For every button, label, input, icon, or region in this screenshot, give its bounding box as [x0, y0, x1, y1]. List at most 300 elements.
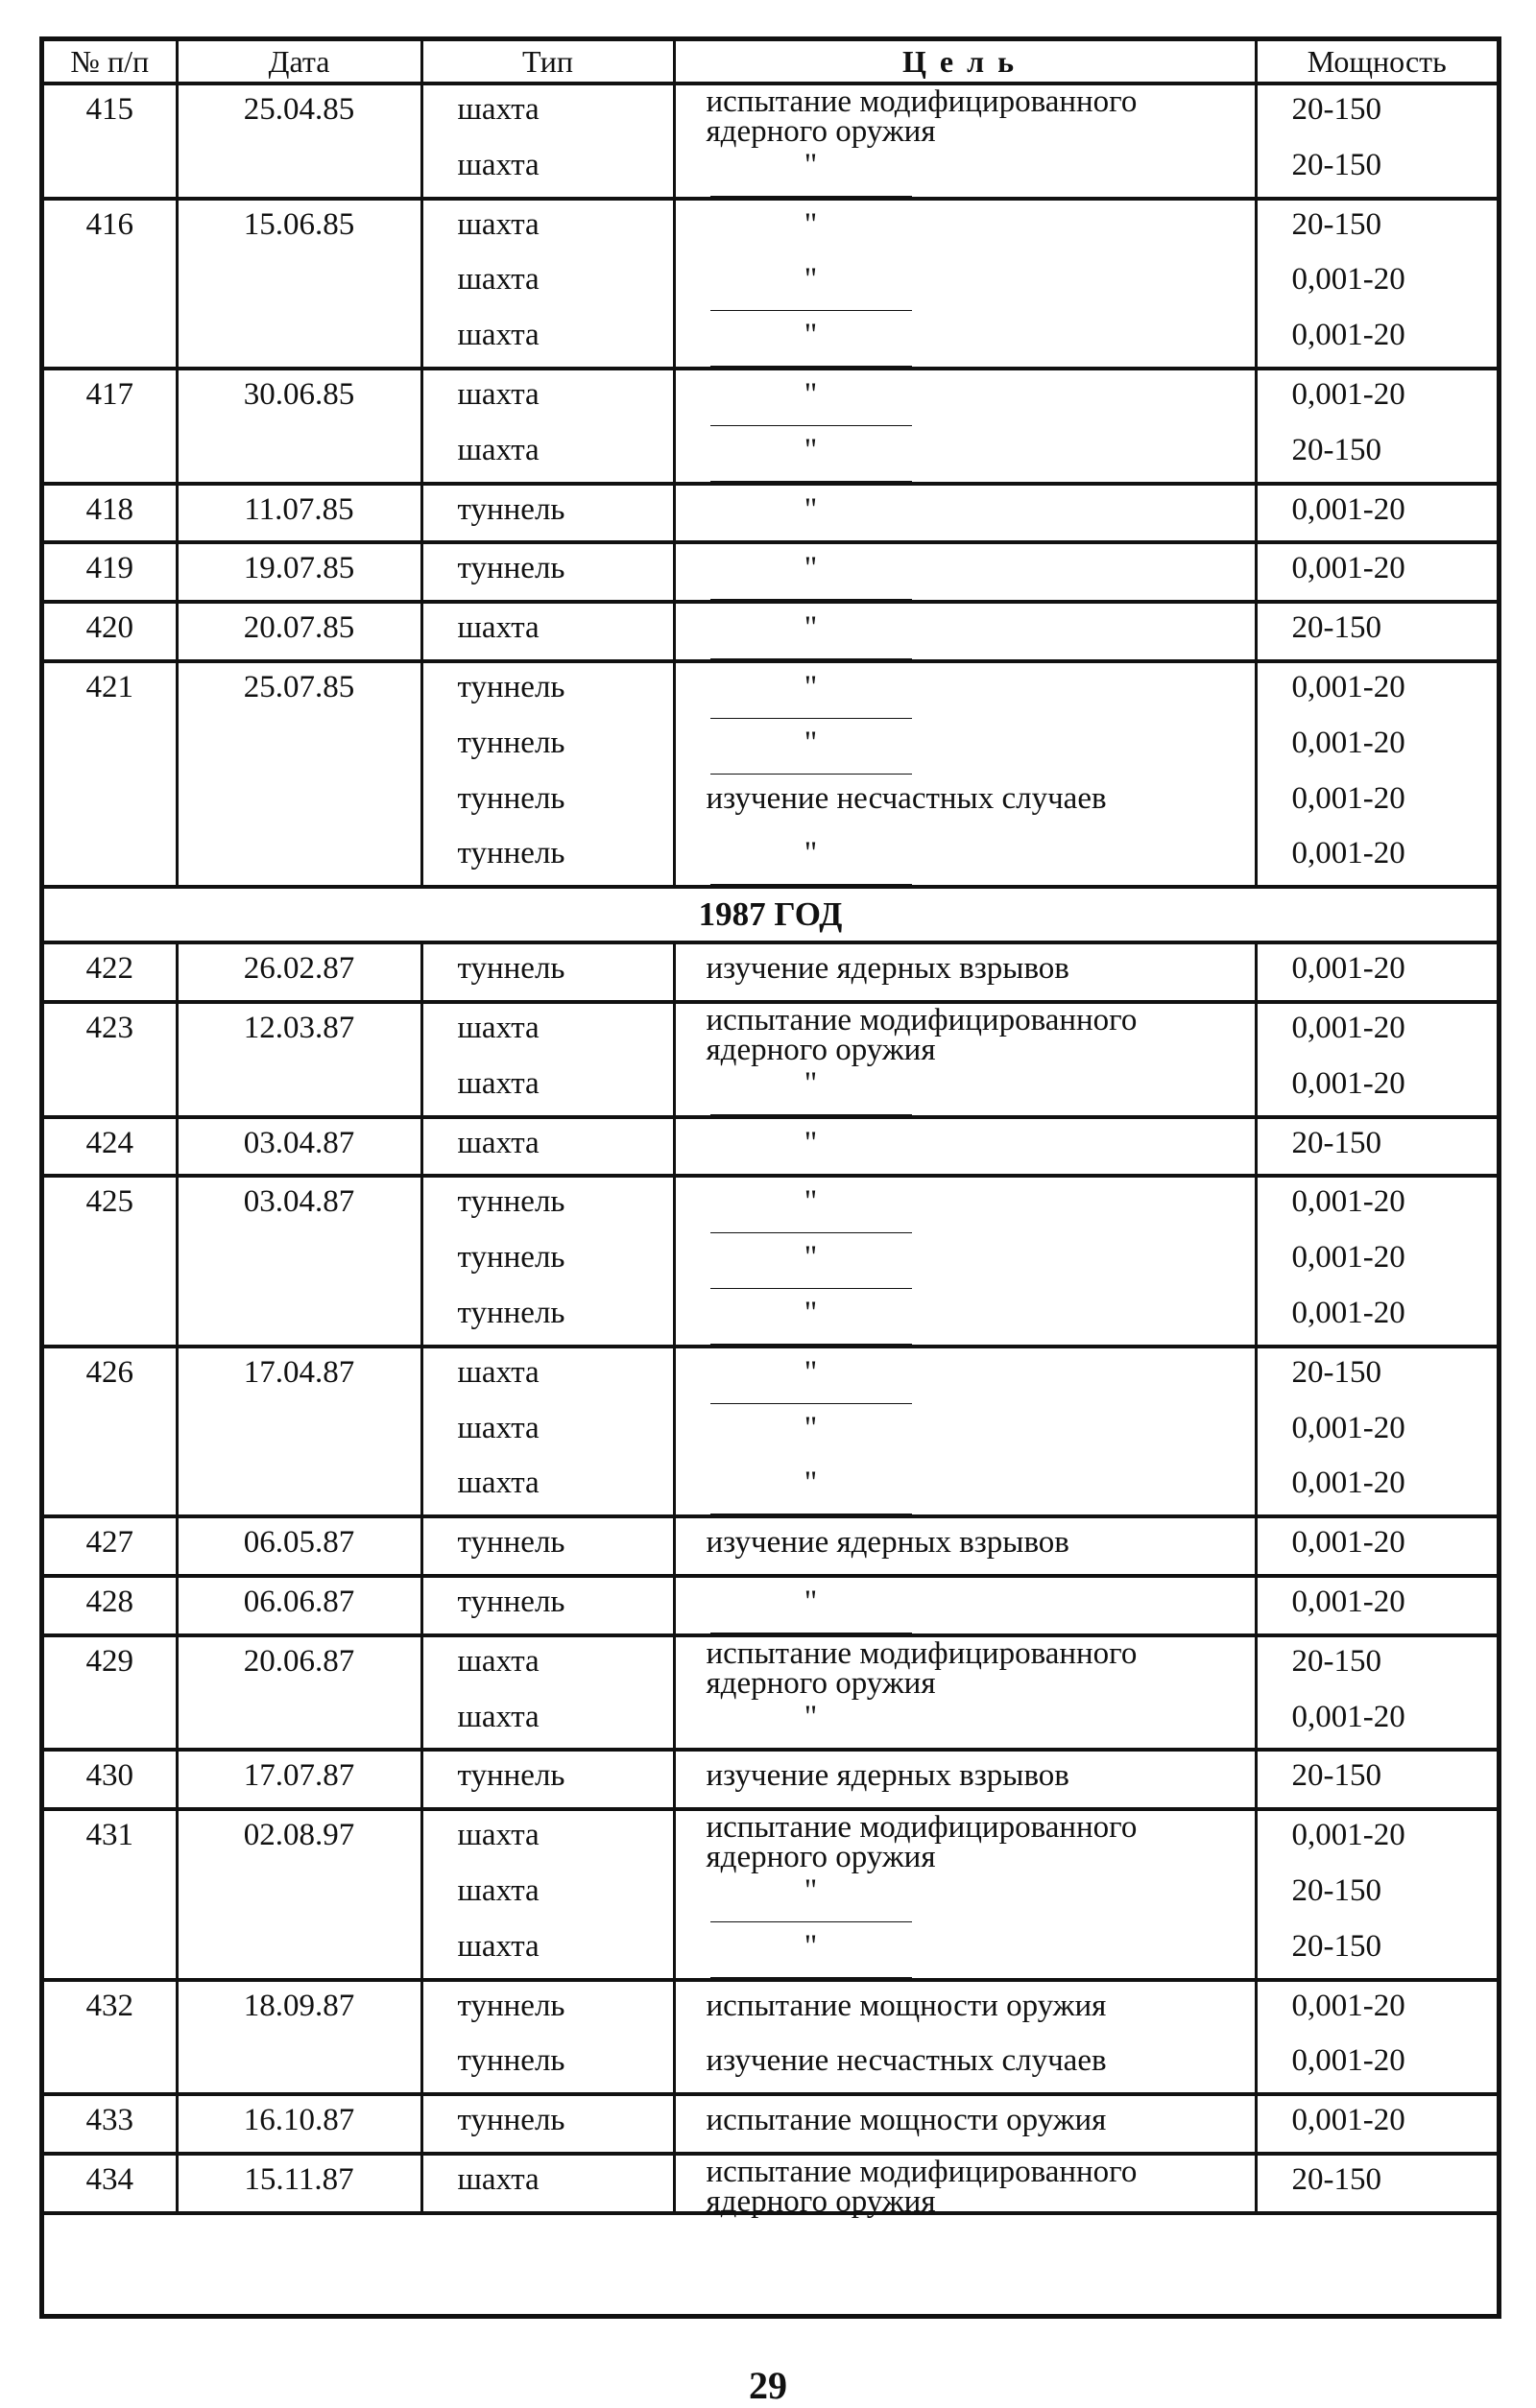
test-type: туннель: [457, 1525, 565, 1561]
test-group: [44, 1576, 1497, 1635]
test-type: туннель: [457, 491, 565, 527]
test-type-cell: [421, 1176, 674, 1346]
test-goal: [676, 1233, 1255, 1289]
test-power-cell: [1256, 1516, 1497, 1576]
table-row: [44, 1176, 1497, 1346]
ditto-mark: ": [710, 1933, 912, 1978]
test-power-cell: [1256, 542, 1497, 602]
test-number-cell: [44, 1176, 177, 1346]
test-number-cell: [44, 1980, 177, 2095]
test-power: 0,001-20: [1291, 551, 1405, 586]
test-group: [44, 1809, 1497, 1979]
test-power-cell: [1256, 369, 1497, 484]
ditto-mark: ": [710, 1588, 912, 1633]
test-power: 0,001-20: [1291, 1240, 1405, 1276]
ditto-mark: ": [710, 211, 912, 256]
test-group: [44, 1980, 1497, 2095]
test-type-cell: [421, 1347, 674, 1516]
test-group: [44, 199, 1497, 369]
table-row: [44, 661, 1497, 887]
ditto-mark: ": [710, 1244, 912, 1289]
test-date-cell: [177, 199, 421, 369]
test-goal: [676, 1348, 1255, 1404]
test-date: 11.07.85: [244, 491, 354, 527]
test-date: 25.07.85: [243, 669, 355, 704]
test-power: 0,001-20: [1291, 1818, 1405, 1853]
ditto-mark: ": [710, 1070, 912, 1115]
table-row: [44, 942, 1497, 1002]
test-number-cell: [44, 1117, 177, 1177]
test-type: туннель: [457, 1240, 565, 1276]
test-power: 0,001-20: [1291, 1410, 1405, 1445]
ditto-mark: ": [710, 1704, 912, 1749]
test-number-cell: [44, 369, 177, 484]
test-power: 0,001-20: [1291, 1988, 1405, 2023]
test-power-cell: [1256, 1750, 1497, 1809]
ditto-mark: ": [710, 381, 912, 426]
test-date: 03.04.87: [243, 1184, 355, 1220]
test-goal-cell: [674, 1635, 1256, 1751]
test-date-cell: [177, 1809, 421, 1979]
test-type-cell: [421, 2094, 674, 2154]
test-goal-cell: [674, 542, 1256, 602]
test-power: 0,001-20: [1291, 1699, 1405, 1734]
test-goal-cell: [674, 1117, 1256, 1177]
test-type: туннель: [457, 1584, 565, 1619]
test-goal: [676, 201, 1255, 256]
table-row: [44, 1347, 1497, 1516]
test-goal: изучение несчастных случаев: [706, 780, 1107, 816]
test-power: 20-150: [1291, 432, 1381, 467]
test-power: 0,001-20: [1291, 376, 1405, 412]
test-type: туннель: [457, 669, 565, 704]
test-type: шахта: [457, 1466, 540, 1501]
test-number-cell: [44, 484, 177, 543]
test-date-cell: [177, 1516, 421, 1576]
test-type: туннель: [457, 2043, 565, 2079]
test-number: 434: [85, 2161, 133, 2197]
test-number-cell: [44, 542, 177, 602]
test-goal-cell: [674, 1809, 1256, 1979]
test-number: 415: [85, 92, 133, 127]
test-date: 26.02.87: [243, 951, 355, 987]
test-type: шахта: [457, 92, 540, 127]
test-group: [44, 1117, 1497, 1177]
test-goal-cell: [674, 2094, 1256, 2154]
test-type-cell: [421, 1809, 674, 1979]
test-goal: изучение ядерных взрывов: [706, 951, 1069, 987]
table-row: [44, 2094, 1497, 2154]
test-table-frame: [39, 36, 1501, 2319]
ditto-mark: ": [710, 496, 912, 541]
test-power: 0,001-20: [1291, 1584, 1405, 1619]
test-type: шахта: [457, 1928, 540, 1964]
ditto-mark: ": [710, 1299, 912, 1345]
test-power-cell: [1256, 1635, 1497, 1751]
test-goal: [676, 1404, 1255, 1460]
test-number-cell: [44, 1576, 177, 1635]
test-date-cell: [177, 2094, 421, 2154]
test-type-cell: [421, 83, 674, 199]
test-number-cell: [44, 1635, 177, 1751]
test-group: [44, 2094, 1497, 2154]
test-power: 0,001-20: [1291, 1466, 1405, 1501]
test-goal-cell: [674, 1980, 1256, 2095]
test-number-cell: [44, 1516, 177, 1576]
ditto-mark: ": [710, 322, 912, 367]
test-number: 426: [85, 1354, 133, 1390]
test-date: 25.04.85: [243, 92, 355, 127]
test-number-cell: [44, 661, 177, 887]
test-date-cell: [177, 1347, 421, 1516]
test-goal: испытание модифицированного ядерного оружия: [706, 1635, 1138, 1701]
test-date: 17.07.87: [243, 1758, 355, 1794]
test-type: шахта: [457, 1125, 540, 1160]
test-number: 423: [85, 1010, 133, 1045]
test-goal: [676, 1119, 1255, 1175]
test-goal-cell: [674, 369, 1256, 484]
test-date: 06.05.87: [243, 1525, 355, 1561]
test-type: шахта: [457, 318, 540, 353]
test-goal-cell: [674, 942, 1256, 1002]
test-number: 417: [85, 376, 133, 412]
test-number: 416: [85, 206, 133, 242]
test-power-cell: [1256, 1176, 1497, 1346]
test-type: туннель: [457, 725, 565, 760]
test-goal: испытание модифицированного ядерного оружия: [706, 1002, 1138, 1067]
test-goal: [676, 141, 1255, 197]
test-goal-cell: [674, 1516, 1256, 1576]
test-goal-cell: [674, 1002, 1256, 1117]
ditto-mark: ": [710, 729, 912, 775]
test-number: 433: [85, 2103, 133, 2138]
test-power-cell: [1256, 942, 1497, 1002]
header-row: [44, 41, 1497, 83]
test-group: [44, 1176, 1497, 1346]
table-row: [44, 1002, 1497, 1117]
test-type: туннель: [457, 2103, 565, 2138]
test-type: шахта: [457, 610, 540, 646]
test-group: [44, 1750, 1497, 1809]
table-row: [44, 2154, 1497, 2213]
test-power-cell: [1256, 1980, 1497, 2095]
test-type-cell: [421, 661, 674, 887]
test-type-cell: [421, 1980, 674, 2095]
test-goal: изучение ядерных взрывов: [706, 1758, 1069, 1794]
test-number-cell: [44, 1002, 177, 1117]
test-goal: испытание модифицированного ядерного оружия: [706, 1810, 1138, 1875]
ditto-mark: ": [710, 266, 912, 311]
test-number: 429: [85, 1643, 133, 1679]
ditto-mark: ": [710, 1188, 912, 1233]
test-goal-cell: [674, 1176, 1256, 1346]
test-power: 0,001-20: [1291, 669, 1405, 704]
table-row: [44, 1809, 1497, 1979]
test-power-cell: [1256, 1347, 1497, 1516]
page-number: 29: [749, 2364, 787, 2407]
test-power: 0,001-20: [1291, 318, 1405, 353]
nuclear-tests-table: [44, 41, 1497, 2219]
test-group: [44, 1002, 1497, 1117]
test-power-cell: [1256, 1809, 1497, 1979]
test-goal-cell: [674, 1750, 1256, 1809]
test-group: [44, 2154, 1497, 2219]
test-group: [44, 542, 1497, 602]
test-power: 0,001-20: [1291, 491, 1405, 527]
test-type: туннель: [457, 1184, 565, 1220]
test-date-cell: [177, 1750, 421, 1809]
test-power: 0,001-20: [1291, 1525, 1405, 1561]
test-number: 425: [85, 1184, 133, 1220]
test-date-cell: [177, 2154, 421, 2213]
table-row: [44, 1516, 1497, 1576]
test-type: туннель: [457, 1758, 565, 1794]
test-power-cell: [1256, 1117, 1497, 1177]
test-number: 432: [85, 1988, 133, 2023]
test-date: 20.07.85: [243, 610, 355, 646]
test-goal-cell: [674, 1347, 1256, 1516]
test-goal: [676, 426, 1255, 482]
test-goal: [676, 829, 1255, 885]
test-goal-cell: [674, 2154, 1256, 2219]
test-date: 19.07.85: [243, 551, 355, 586]
test-type: шахта: [457, 2161, 540, 2197]
test-date: 03.04.87: [243, 1125, 355, 1160]
test-power: 20-150: [1291, 92, 1381, 127]
test-number-cell: [44, 83, 177, 199]
test-type-cell: [421, 1635, 674, 1751]
test-goal: [676, 1289, 1255, 1345]
test-date-cell: [177, 1635, 421, 1751]
test-number: 420: [85, 610, 133, 646]
test-type: шахта: [457, 1818, 540, 1853]
test-goal: [676, 370, 1255, 426]
test-power-cell: [1256, 1576, 1497, 1635]
test-goal-cell: [674, 83, 1256, 199]
test-goal-cell: [674, 661, 1256, 887]
test-date-cell: [177, 1117, 421, 1177]
test-date-cell: [177, 484, 421, 543]
test-power: 0,001-20: [1291, 780, 1405, 816]
test-type: шахта: [457, 1354, 540, 1390]
test-type: шахта: [457, 376, 540, 412]
test-power: 0,001-20: [1291, 1184, 1405, 1220]
test-date-cell: [177, 942, 421, 1002]
table-row: [44, 199, 1497, 369]
test-date: 16.10.87: [243, 2103, 355, 2138]
test-type-cell: [421, 1576, 674, 1635]
test-group: [44, 1635, 1497, 1751]
test-group: [44, 83, 1497, 199]
test-number-cell: [44, 942, 177, 1002]
test-group: [44, 484, 1497, 543]
test-type-cell: [421, 484, 674, 543]
test-number: 428: [85, 1584, 133, 1619]
test-power: 20-150: [1291, 1354, 1381, 1390]
test-type: туннель: [457, 951, 565, 987]
test-goal: [676, 1867, 1255, 1922]
test-power: 20-150: [1291, 1758, 1381, 1794]
test-date: 20.06.87: [243, 1643, 355, 1679]
test-number: 427: [85, 1525, 133, 1561]
test-power: 20-150: [1291, 1643, 1381, 1679]
test-date-cell: [177, 1576, 421, 1635]
test-power-cell: [1256, 602, 1497, 661]
test-power: 0,001-20: [1291, 1295, 1405, 1330]
test-date-cell: [177, 1002, 421, 1117]
test-number: 421: [85, 669, 133, 704]
ditto-mark: ": [710, 840, 912, 885]
ditto-mark: ": [710, 1469, 912, 1514]
test-power: 0,001-20: [1291, 836, 1405, 871]
table-row: [44, 1635, 1497, 1751]
test-power-cell: [1256, 2154, 1497, 2213]
test-goal-cell: [674, 602, 1256, 661]
test-number: 418: [85, 491, 133, 527]
test-type: шахта: [457, 1065, 540, 1101]
table-row: [44, 484, 1497, 543]
test-goal-cell: [674, 1576, 1256, 1635]
test-number-cell: [44, 199, 177, 369]
test-goal-cell: [674, 484, 1256, 543]
test-goal: [676, 719, 1255, 775]
test-number: 431: [85, 1818, 133, 1853]
test-goal: [676, 1178, 1255, 1233]
ditto-mark: ": [710, 152, 912, 197]
test-type: шахта: [457, 147, 540, 182]
header-type: Тип: [421, 41, 674, 83]
test-date: 02.08.97: [243, 1818, 355, 1853]
test-type: туннель: [457, 780, 565, 816]
test-type: шахта: [457, 262, 540, 298]
test-goal: испытание модифицированного ядерного оружия: [706, 84, 1138, 149]
test-goal: испытание мощности оружия: [706, 1988, 1107, 2023]
test-power: 0,001-20: [1291, 2043, 1405, 2079]
table-row: [44, 369, 1497, 484]
test-type-cell: [421, 1002, 674, 1117]
test-type: туннель: [457, 1295, 565, 1330]
test-type: шахта: [457, 1643, 540, 1679]
test-number-cell: [44, 2154, 177, 2213]
test-date-cell: [177, 542, 421, 602]
test-power: 20-150: [1291, 147, 1381, 182]
test-power: 0,001-20: [1291, 951, 1405, 987]
test-power: 0,001-20: [1291, 725, 1405, 760]
test-group: [44, 369, 1497, 484]
test-goal-cell: [674, 199, 1256, 369]
test-group: [44, 942, 1497, 1002]
test-number-cell: [44, 602, 177, 661]
test-power: 0,001-20: [1291, 262, 1405, 298]
test-type-cell: [421, 942, 674, 1002]
ditto-mark: ": [710, 555, 912, 600]
ditto-mark: ": [710, 1877, 912, 1922]
test-goal: изучение несчастных случаев: [706, 2043, 1107, 2079]
test-date: 06.06.87: [243, 1584, 355, 1619]
test-date: 15.11.87: [244, 2161, 354, 2197]
year-separator-row: [44, 887, 1497, 942]
test-goal: [676, 1459, 1255, 1514]
test-type-cell: [421, 1117, 674, 1177]
test-power: 20-150: [1291, 206, 1381, 242]
test-goal: [676, 1060, 1255, 1115]
test-power-cell: [1256, 2094, 1497, 2154]
test-power-cell: [1256, 484, 1497, 543]
test-number-cell: [44, 2094, 177, 2154]
test-number: 424: [85, 1125, 133, 1160]
ditto-mark: ": [710, 1415, 912, 1460]
test-date: 30.06.85: [243, 376, 355, 412]
ditto-mark: ": [710, 614, 912, 659]
test-power: 20-150: [1291, 1872, 1381, 1908]
test-date: 15.06.85: [243, 206, 355, 242]
test-goal: [676, 311, 1255, 367]
test-number: 419: [85, 551, 133, 586]
test-date-cell: [177, 602, 421, 661]
test-date-cell: [177, 1980, 421, 2095]
test-number-cell: [44, 1347, 177, 1516]
test-power-cell: [1256, 1002, 1497, 1117]
test-power: 20-150: [1291, 2161, 1381, 2197]
ditto-mark: ": [710, 1359, 912, 1404]
test-power-cell: [1256, 661, 1497, 887]
test-type: шахта: [457, 206, 540, 242]
test-goal: [676, 1922, 1255, 1978]
header-power: Мощность: [1256, 41, 1497, 83]
test-date: 17.04.87: [243, 1354, 355, 1390]
test-goal: [676, 1693, 1255, 1749]
test-date: 18.09.87: [243, 1988, 355, 2023]
header-num: № п/п: [44, 41, 177, 83]
header-date: Дата: [177, 41, 421, 83]
test-type: шахта: [457, 1010, 540, 1045]
table-row: [44, 1117, 1497, 1177]
test-type-cell: [421, 199, 674, 369]
test-goal: [676, 255, 1255, 311]
test-goal: испытание модифицированного ядерного оружия: [706, 2154, 1138, 2219]
test-type: шахта: [457, 1410, 540, 1445]
test-power: 0,001-20: [1291, 1065, 1405, 1101]
test-type-cell: [421, 2154, 674, 2213]
test-goal: [676, 663, 1255, 719]
test-type: шахта: [457, 1699, 540, 1734]
test-type: туннель: [457, 551, 565, 586]
test-number-cell: [44, 1750, 177, 1809]
header-goal: Цель: [674, 41, 1256, 83]
test-type: шахта: [457, 432, 540, 467]
test-type: шахта: [457, 1872, 540, 1908]
table-row: [44, 1980, 1497, 2095]
ditto-mark: ": [710, 674, 912, 719]
test-power: 0,001-20: [1291, 2103, 1405, 2138]
test-number: 422: [85, 951, 133, 987]
test-type: туннель: [457, 836, 565, 871]
test-power-cell: [1256, 199, 1497, 369]
test-group: [44, 1347, 1497, 1516]
test-group: [44, 1516, 1497, 1576]
ditto-mark: ": [710, 1130, 912, 1175]
table-row: [44, 1576, 1497, 1635]
test-power-cell: [1256, 83, 1497, 199]
table-row: [44, 1750, 1497, 1809]
test-type: туннель: [457, 1988, 565, 2023]
test-number: 430: [85, 1758, 133, 1794]
test-type-cell: [421, 1516, 674, 1576]
test-power: 20-150: [1291, 1928, 1381, 1964]
test-power: 20-150: [1291, 1125, 1381, 1160]
test-goal: испытание мощности оружия: [706, 2103, 1107, 2138]
year-label: 1987 ГОД: [44, 887, 1497, 942]
